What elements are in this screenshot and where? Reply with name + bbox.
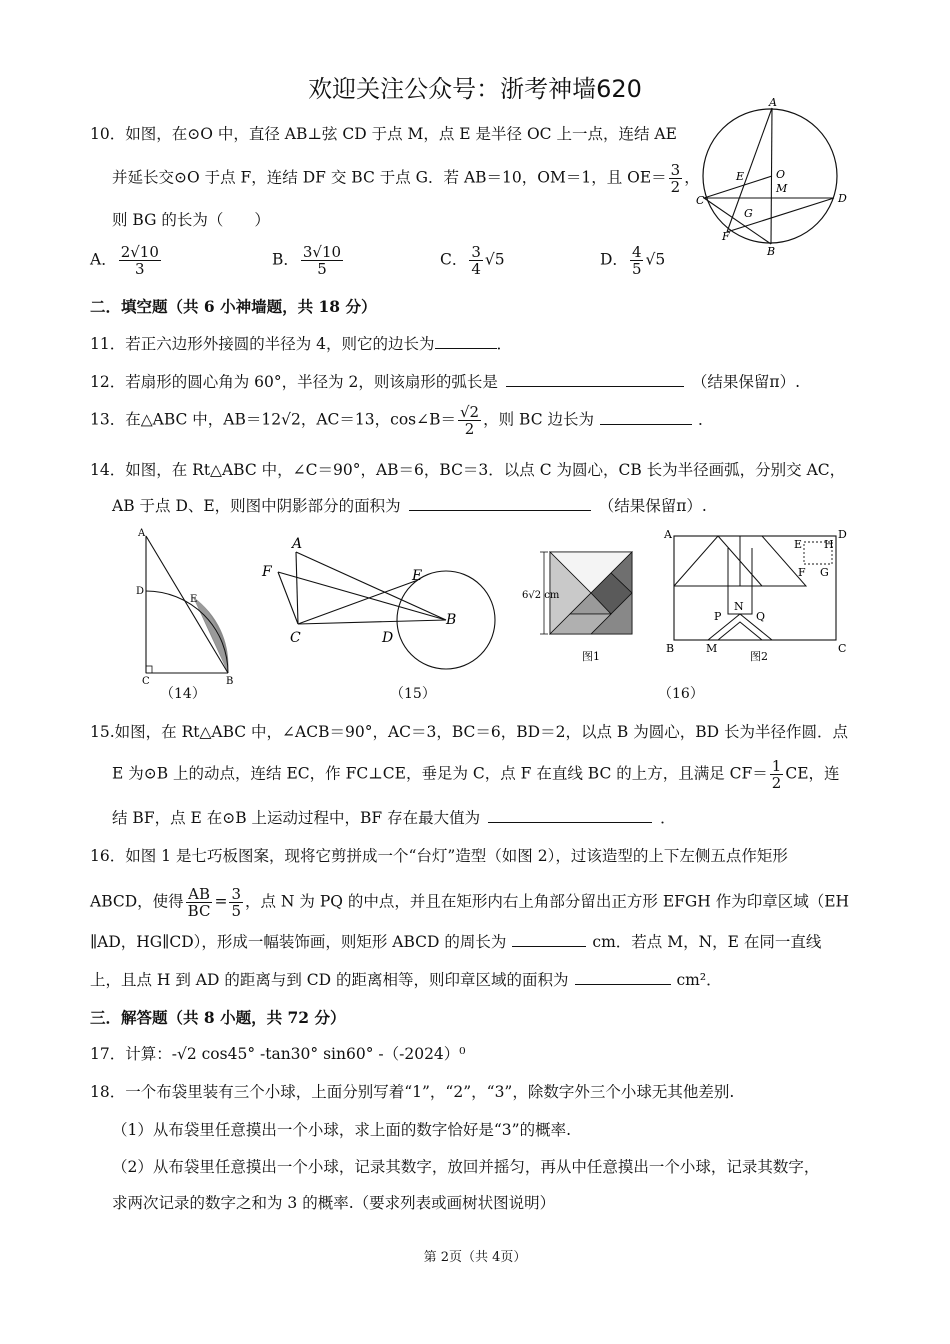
q15-line3-text: 结 BF，点 E 在⊙B 上运动过程中，BF 存在最大值为	[112, 809, 481, 827]
side-ab	[146, 536, 228, 673]
option-fraction	[301, 244, 343, 277]
frac-num: 3√10	[302, 243, 342, 261]
q10-line2-tail: ，	[684, 168, 700, 187]
answer-blank[interactable]	[600, 410, 692, 425]
q12	[90, 372, 800, 392]
q13-text-c: ，AC＝13，cos∠B＝	[300, 410, 456, 429]
section-2-title: 二．填空题（共 6 小神墙题，共 18 分）	[90, 297, 377, 316]
q12-tail: （结果保留π）.	[691, 373, 801, 391]
label-c: C	[838, 642, 847, 655]
label-e: E	[736, 170, 745, 183]
right-angle-mark	[146, 666, 152, 673]
label-b: B	[446, 612, 457, 628]
label-a: A	[769, 96, 777, 109]
q16-fraction-ratio	[229, 886, 243, 919]
frac-den: 4	[471, 260, 481, 278]
frac-den: BC	[187, 902, 211, 920]
q14-tail: （结果保留π）.	[598, 497, 707, 515]
q15-line1: 15.如图，在 Rt△ABC 中，∠ACB＝90°，AC＝3，BC＝6，BD＝2，以点 B 为圆心，BD 长为半径作圆．点	[90, 723, 848, 741]
q13-text-d: ，则 BC 边长为	[483, 410, 594, 429]
option-fraction	[119, 244, 161, 277]
side-cb	[298, 620, 446, 624]
label-b: B	[226, 676, 234, 687]
figure-1-caption: 图1	[582, 650, 600, 663]
label-q: Q	[756, 610, 766, 623]
page-title: 欢迎关注公众号：浙考神墙620	[308, 75, 642, 103]
section-3-title: 三．解答题（共 8 小题，共 72 分）	[90, 1008, 346, 1027]
q16-equals: =	[214, 892, 228, 911]
option-fraction	[630, 244, 644, 277]
label-e: E	[794, 538, 803, 551]
q13	[90, 404, 714, 437]
label-o: O	[776, 168, 786, 181]
label-m: M	[706, 642, 718, 655]
figure-16-tangram	[518, 548, 638, 668]
q10-option-d	[600, 244, 665, 277]
frac-num: √2	[459, 403, 480, 421]
q13-radical: √2	[281, 410, 301, 429]
label-a: A	[138, 528, 146, 539]
label-e: E	[190, 594, 198, 605]
q16-line2-text: ABCD，使得	[90, 892, 184, 911]
q16-line2	[90, 886, 849, 919]
frac-num: 2√10	[120, 243, 159, 261]
q15-line3	[112, 808, 676, 828]
frac-num: 3	[471, 243, 481, 261]
figure-16-lamp	[658, 524, 858, 664]
label-c: C	[142, 676, 150, 687]
q18-line1: 18．一个布袋里装有三个小球，上面分别写着“1”，“2”，“3”，除数字外三个小球无其他差别.	[90, 1083, 735, 1101]
label-g: G	[744, 207, 753, 220]
q10-option-b	[272, 244, 345, 277]
q14-line1: 14．如图，在 Rt△ABC 中，∠C＝90°，AB＝6，BC＝3．以点 C 为圆心，CB 长为半径画弧，分别交 AC，	[90, 461, 846, 479]
q11	[90, 334, 512, 354]
option-fraction	[469, 244, 483, 277]
q10-line1: 10．如图，在⊙O 中，直径 AB⊥弦 CD 于点 M，点 E 是半径 OC 上一点，连结 AE	[90, 125, 677, 143]
answer-blank[interactable]	[575, 970, 671, 985]
q13-fraction	[458, 404, 481, 437]
frac-den: 2	[464, 420, 475, 438]
shaded-region	[193, 597, 228, 673]
q12-text: 12．若扇形的圆心角为 60°，半径为 2，则该扇形的弧长是	[90, 373, 498, 391]
q15-fraction	[770, 758, 784, 791]
frac-den: 5	[317, 260, 327, 278]
figure-2-caption: 图2	[750, 650, 768, 663]
figure-15	[256, 532, 506, 682]
label-a: A	[292, 536, 303, 552]
option-label: B．	[272, 250, 299, 269]
label-n: N	[734, 600, 744, 613]
q14-line2	[112, 496, 707, 516]
q15-tail: ．	[660, 809, 676, 827]
label-f: F	[722, 230, 730, 243]
rectangle-abcd	[674, 536, 836, 640]
q13-tail: ．	[698, 410, 714, 429]
circle-o	[703, 109, 837, 243]
caption-14: （14）	[160, 686, 206, 702]
line-fc	[278, 572, 298, 624]
option-label: D．	[600, 250, 628, 269]
answer-blank[interactable]	[435, 334, 497, 349]
q16-line3-text: ∥AD，HG∥CD），形成一幅装饰画，则矩形 ABCD 的周长为	[90, 933, 507, 951]
q16-line3	[90, 932, 821, 952]
q10-line2-text: 并延长交⊙O 于点 F，连结 DF 交 BC 于点 G．若 AB＝10，OM＝1，且 OE＝	[112, 168, 667, 187]
caption-15: （15）	[390, 686, 436, 702]
side-ab	[296, 552, 446, 620]
q18-line3: （2）从布袋里任意摸出一个小球，记录其数字，放回并摇匀，再从中任意摸出一个小球，记录其数字，	[112, 1158, 820, 1176]
label-d: D	[136, 586, 145, 597]
option-radical: √5	[484, 250, 505, 269]
page-footer: 第 2页（共 4页）	[423, 1250, 527, 1265]
q10-option-a	[90, 244, 163, 277]
label-d: D	[838, 192, 847, 205]
label-p: P	[714, 610, 722, 623]
q10-line2	[112, 162, 700, 195]
frac-den: 3	[135, 260, 145, 278]
lamp-base-inner	[718, 622, 762, 640]
label-m: M	[776, 182, 788, 195]
frac-num: 1	[771, 757, 782, 775]
option-label: A．	[90, 250, 117, 269]
q10-option-c	[440, 244, 505, 277]
frac-den: 5	[631, 260, 642, 278]
q16-unit1: cm．若点 M，N，E 在同一直线	[592, 933, 822, 951]
label-a: A	[664, 528, 672, 541]
frac-den: 2	[771, 774, 782, 792]
label-f: F	[798, 566, 806, 579]
q15-line2-tail: CE，连	[785, 764, 840, 783]
q10-fraction	[669, 162, 683, 195]
label-h: H	[824, 538, 834, 551]
q16-unit2: cm²．	[676, 971, 722, 989]
frac-den: 5	[231, 902, 241, 920]
side-length-label: 6√2 cm	[522, 590, 560, 601]
caption-16: （16）	[658, 686, 704, 702]
q14-text: AB 于点 D、E，则图中阴影部分的面积为	[112, 497, 401, 515]
frac-den: 2	[670, 178, 681, 196]
q15-line2	[112, 758, 840, 791]
frac-num: AB	[186, 886, 213, 903]
q15-line2-text: E 为⊙B 上的动点，连结 EC，作 FC⊥CE，垂足为 C，点 F 在直线 BC 的上方，且满足 CF＝	[112, 764, 768, 783]
figure-14	[130, 524, 240, 688]
label-g: G	[820, 566, 829, 579]
frac-num: 3	[670, 161, 681, 179]
label-b: B	[767, 245, 776, 258]
q16-line2-tail: ，点 N 为 PQ 的中点，并且在矩形内右上角部分留出正方形 EFGH 作为印章区域（EH	[245, 892, 850, 911]
answer-blank[interactable]	[512, 932, 586, 947]
label-b: B	[666, 642, 675, 655]
label-c: C	[696, 194, 705, 207]
q13-text-a: 13．在△ABC 中，AB＝12	[90, 410, 282, 429]
q16-line1: 16．如图 1 是七巧板图案，现将它剪拼成一个“台灯”造型（如图 2），过该造型的上下左侧五点作矩形	[90, 847, 788, 865]
label-e: E	[412, 568, 423, 584]
side-ac	[296, 552, 298, 624]
q16-fraction-ab-bc	[186, 886, 213, 919]
q16-line4-text: 上，且点 H 到 AD 的距离与到 CD 的距离相等，则印章区域的面积为	[90, 971, 569, 989]
label-c: C	[290, 630, 301, 646]
answer-blank[interactable]	[409, 496, 591, 511]
answer-blank[interactable]	[506, 372, 684, 387]
label-d: D	[382, 630, 394, 646]
answer-blank[interactable]	[488, 808, 652, 823]
option-label: C．	[440, 250, 468, 269]
label-d: D	[838, 528, 847, 541]
q16-line4	[90, 970, 722, 990]
q18-line2: （1）从布袋里任意摸出一个小球，求上面的数字恰好是“3”的概率.	[112, 1121, 572, 1139]
q10-circle-figure	[694, 94, 864, 260]
q11-text: 11．若正六边形外接圆的半径为 4，则它的边长为	[90, 335, 435, 353]
q10-line3: 则 BG 的长为（ ）	[112, 211, 270, 229]
q18-line4: 求两次记录的数字之和为 3 的概率.（要求列表或画树状图说明）	[112, 1194, 556, 1212]
label-f: F	[262, 564, 272, 580]
option-radical: √5	[645, 250, 666, 269]
q11-tail: ．	[496, 335, 513, 353]
frac-num: 3	[231, 885, 241, 903]
q17: 17．计算：-√2 cos45° -tan30° sin60° -（-2024）⁰	[90, 1045, 466, 1063]
frac-num: 4	[631, 243, 642, 261]
